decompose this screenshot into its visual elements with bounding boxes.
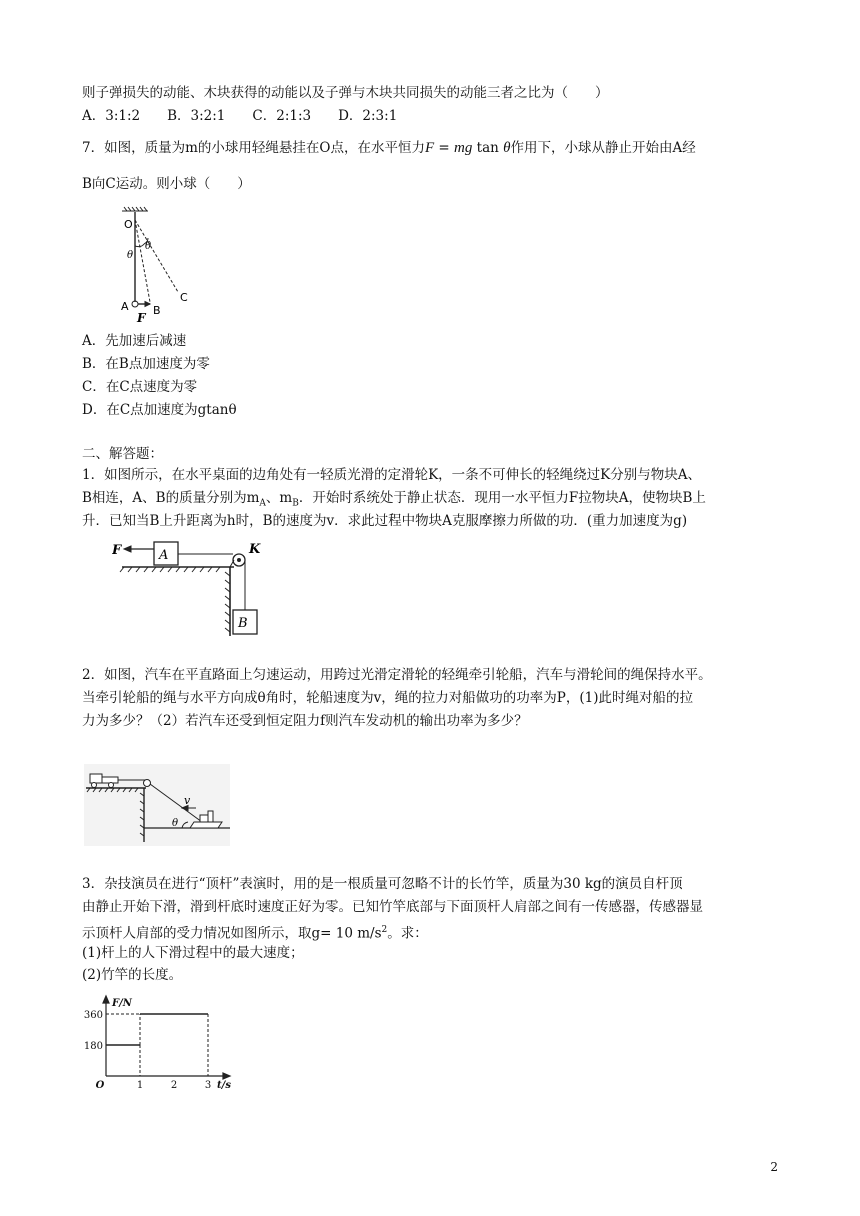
q7-formula-F: F [424, 140, 435, 156]
label-v: v [184, 794, 191, 807]
car-boat-figure [84, 764, 230, 846]
p3-sub1: (1)杆上的人下滑过程中的最大速度； [82, 945, 304, 961]
origin-label: O [95, 1080, 105, 1091]
q7-suffix: 作用下，小球从静止开始由A经 [510, 140, 696, 156]
p3-line3-b: 。求： [387, 925, 428, 942]
label-K: K [249, 542, 261, 557]
force-time-chart [84, 994, 234, 1094]
label-theta2: θ [145, 241, 152, 252]
q7-option-d: D．在C点加速度为gtanθ [82, 402, 237, 418]
p1-sub-B: B [292, 498, 299, 509]
x-tick-label-0: 1 [136, 1080, 144, 1091]
label-B: B [238, 616, 248, 631]
label-O: O [124, 218, 133, 231]
label-B: B [153, 304, 161, 317]
p1-line3: 升．已知当B上升距离为h时，B的速度为v．求此过程中物块A克服摩擦力所做的功．(重力加速度为g) [82, 513, 688, 529]
p1-line1: 1．如图所示，在水平桌面的边角处有一轻质光滑的定滑轮K，一条不可伸长的轻绳绕过K分别与物块A、 [82, 467, 702, 483]
p3-line3 [82, 921, 428, 943]
x-tick-label-1: 2 [170, 1080, 178, 1091]
q7-prefix: 7．如图，质量为m的小球用轻绳悬挂在O点，在水平恒力 [82, 140, 425, 156]
p1-line2-a: B相连，A、B的质量分别为m [82, 490, 260, 506]
q7-option-a: A．先加速后减速 [82, 333, 187, 349]
p1-line2-b: 、m [265, 490, 293, 506]
y-tick-label-0: 180 [84, 1041, 103, 1052]
section-title: 二、解答题： [82, 446, 163, 462]
p2-line1: 2．如图，汽车在平直路面上匀速运动，用跨过光滑定滑轮的轻绳牵引轮船，汽车与滑轮间的绳保持水平。 [82, 667, 712, 683]
x-axis-label: t/s [217, 1080, 231, 1091]
q6-question-text: 则子弹损失的动能、木块获得的动能以及子弹与木块共同损失的动能三者之比为（ ） [82, 85, 609, 101]
label-A: A [121, 300, 129, 313]
p3-sub2: (2)竹竿的长度。 [82, 967, 183, 983]
p1-line2-c: ．开始时系统处于静止状态．现用一水平恒力F拉物块A，使物块B上 [298, 490, 706, 506]
label-theta: θ [172, 818, 179, 829]
page-number: 2 [770, 1160, 778, 1174]
p1-sub-A: A [259, 498, 266, 509]
pendulum-figure [108, 206, 198, 326]
p2-line3: 力为多少？（2）若汽车还受到恒定阻力f则汽车发动机的输出功率为多少？ [82, 713, 528, 729]
y-tick-label-1: 360 [84, 1010, 103, 1021]
p3-sup: 2 [381, 925, 388, 935]
q7-option-b: B．在B点加速度为零 [82, 356, 210, 372]
label-F: F [137, 311, 146, 325]
label-F: F [112, 543, 122, 558]
p3-line3-a: 示顶杆人肩部的受力情况如图所示，取g= 10 m/s [82, 925, 382, 942]
q7-formula-mg: mg [454, 140, 473, 156]
q7-formula-tan: tan [472, 140, 504, 156]
q7-option-c: C．在C点速度为零 [82, 379, 198, 395]
pulley-figure [112, 536, 272, 640]
label-A: A [159, 548, 169, 563]
label-C: C [180, 291, 188, 304]
y-axis-label: F/N [112, 998, 132, 1009]
q7-question-line1 [82, 139, 696, 157]
label-theta1: θ [127, 250, 134, 261]
q7-formula-theta: θ [503, 140, 511, 156]
p3-line2: 由静止开始下滑，滑到杆底时速度正好为零。已知竹竿底部与下面顶杆人肩部之间有一传感器，传感器显 [82, 899, 703, 915]
p2-line2: 当牵引轮船的绳与水平方向成θ角时，轮船速度为v，绳的拉力对船做功的功率为P，(1)此时绳对船的拉 [82, 690, 693, 706]
q6-options: A．3:1:2 B．3:2:1 C．2:1:3 D．2:3:1 [82, 108, 398, 124]
p1-line2 [82, 489, 706, 513]
p3-line1: 3．杂技演员在进行“顶杆”表演时，用的是一根质量可忽略不计的长竹竿，质量为30 kg的演员自杆顶 [82, 876, 683, 892]
x-tick-label-2: 3 [204, 1080, 212, 1091]
q7-question-line2: B向C运动。则小球（ ） [82, 176, 251, 192]
q7-formula-eq: = [434, 140, 455, 156]
